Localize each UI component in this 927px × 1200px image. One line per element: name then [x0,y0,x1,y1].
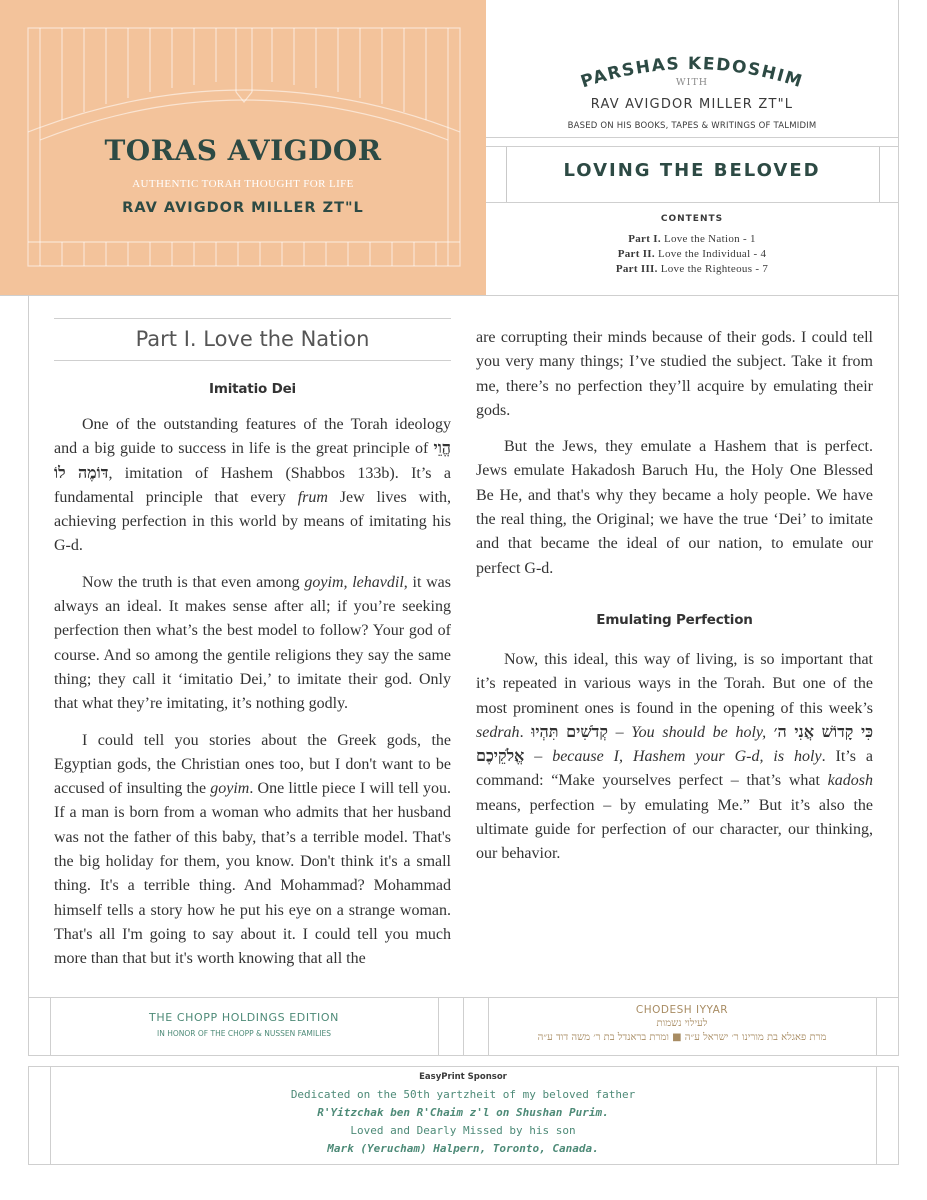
rule [54,318,451,319]
footer-divider [876,997,877,1055]
sponsor-label: EasyPrint Sponsor [419,1072,507,1082]
paragraph: But the Jews, they emulate a Hashem that is perfect. Jews emulate Hakadosh Baruch Hu, the Holy One Blessed Be He, and that's why they became a holy people. We have the real thing, the Original; we have the true ‘Dei’ to imitate and that became the ideal of our nation, to emulate our perfect G-d. [476,438,873,577]
dedication-names: מרת פאגלא בת מורינו ר׳ ישראל ע״ה ■ ומרת בראנדל בת ר׳ משה דוד ע״ה [537,1032,827,1043]
sponsor-line: Loved and Dearly Missed by his son [350,1124,576,1137]
frame-right [898,0,899,1056]
right-column [476,326,873,867]
footer-rule [28,1055,898,1056]
based-on: BASED ON HIS BOOKS, TAPES & WRITINGS OF TALMIDIM [567,121,817,131]
part-heading: Part I. Love the Nation [135,327,370,351]
contents-item: Part III. Love the Righteous - 7 [615,263,769,275]
footer-rule [28,1164,898,1165]
paragraph-start: I could tell you stories about the Greek gods, the Egyptian gods, the Christian ones too, but I don't want to be accused of insulting the goyim. One little piece I will tell you. If a man is born from a woman who admits that her husband was not the father of this baby, that’s a terrible model. That's the big holiday for them, you know. Don't think it's a small thing. It's a terrible thing. And Mohammad? Mohammad himself tells a story how he put his eye on a strange woman. That's all I'm going to say about it. I could tell you much more than that but it's worth knowing that all the [54,731,452,968]
subheading: Imitatio Dei [209,381,296,397]
footer-divider [876,1066,877,1165]
contents-item: Part II. Love the Individual - 4 [617,248,767,260]
logo-block [0,0,486,295]
divider [0,295,898,296]
logo-rav-name: RAV AVIGDOR MILLER ZT"L [122,200,364,216]
paragraph: One of the outstanding features of the Torah ideology and a big guide to success in life is the great principle of הֱוֵי דּוֹמֶה לוֹ, imitation of Hashem (Shabbos 133b). It’s a fundamental principle that every frum Jew lives with, achieving perfection in this world by means of imitating his G-d. [54,416,452,555]
with-label: WITH [675,77,709,88]
month-label: CHODESH IYYAR [635,1004,729,1016]
edition-title: THE CHOPP HOLDINGS EDITION [149,1011,339,1024]
page-title: LOVING THE BELOVED [563,160,821,181]
paragraph: Now, this ideal, this way of living, is so important that it’s repeated in various ways in the Torah. But one of the most prominent ones is found in the opening of this week’s sedrah. קְדֹשִׁים תִּהְיוּ – You should be holy, כִּי קָדוֹשׁ אֲנִי ה׳ אֱלֹקֵיכֶם – because I, Hashem your G-d, is holy. It’s a command: “Make yourselves perfect – that’s what kadosh means, perfection – by emulating Me.” But it’s also the ultimate guide for perfection of our character, our thinking, our behavior. [476,650,874,863]
footer-divider [28,1066,29,1165]
logo-tagline: AUTHENTIC TORAH THOUGHT FOR LIFE [132,178,354,190]
sponsor-line: Dedicated on the 50th yartzheit of my beloved father [290,1088,636,1101]
sponsor-line: Mark (Yerucham) Halpern, Toronto, Canada. [327,1142,599,1155]
footer-divider [438,997,439,1055]
paragraph: Now the truth is that even among goyim, lehavdil, it was always an ideal. It makes sense after all; if you’re seeking perfection then what’s the best model to follow? Your god of course. And so among the gentile religions they say the same thing; they call it ‘imitatio Dei,’ to imitate their god. Only that what they’re imitating, it’s nothing godly. [54,573,451,713]
logo-title: TORAS AVIGDOR [104,134,382,167]
footer-divider [898,1066,899,1165]
sponsor-line: R'Yitzchak ben R'Chaim z'l on Shushan Purim. [317,1106,609,1119]
footer-rule [28,1066,898,1067]
header-right [486,0,898,295]
rav-name: RAV AVIGDOR MILLER ZT"L [590,97,794,112]
edition-subtitle: IN HONOR OF THE CHOPP & NUSSEN FAMILIES [157,1029,331,1038]
parsha-name: PARSHAS KEDOSHIM [578,53,806,90]
divider [486,146,898,147]
divider [486,137,898,138]
contents-item: Part I. Love the Nation - 1 [628,233,756,245]
subheading: Emulating Perfection [596,611,753,628]
footer-divider [50,997,51,1055]
frame-left [28,295,29,1056]
divider [486,202,898,203]
dedication-heading: לעילוי נשמות [656,1018,708,1029]
paragraph-continued: are corrupting their minds because of their gods. I could tell you very many things; I’ve studied the subject. Take it from me, there’s no perfection they’ll acquire by emulating their gods. [476,329,873,419]
footer-divider [463,997,464,1055]
contents-heading: CONTENTS [660,214,724,224]
left-column [54,321,451,972]
